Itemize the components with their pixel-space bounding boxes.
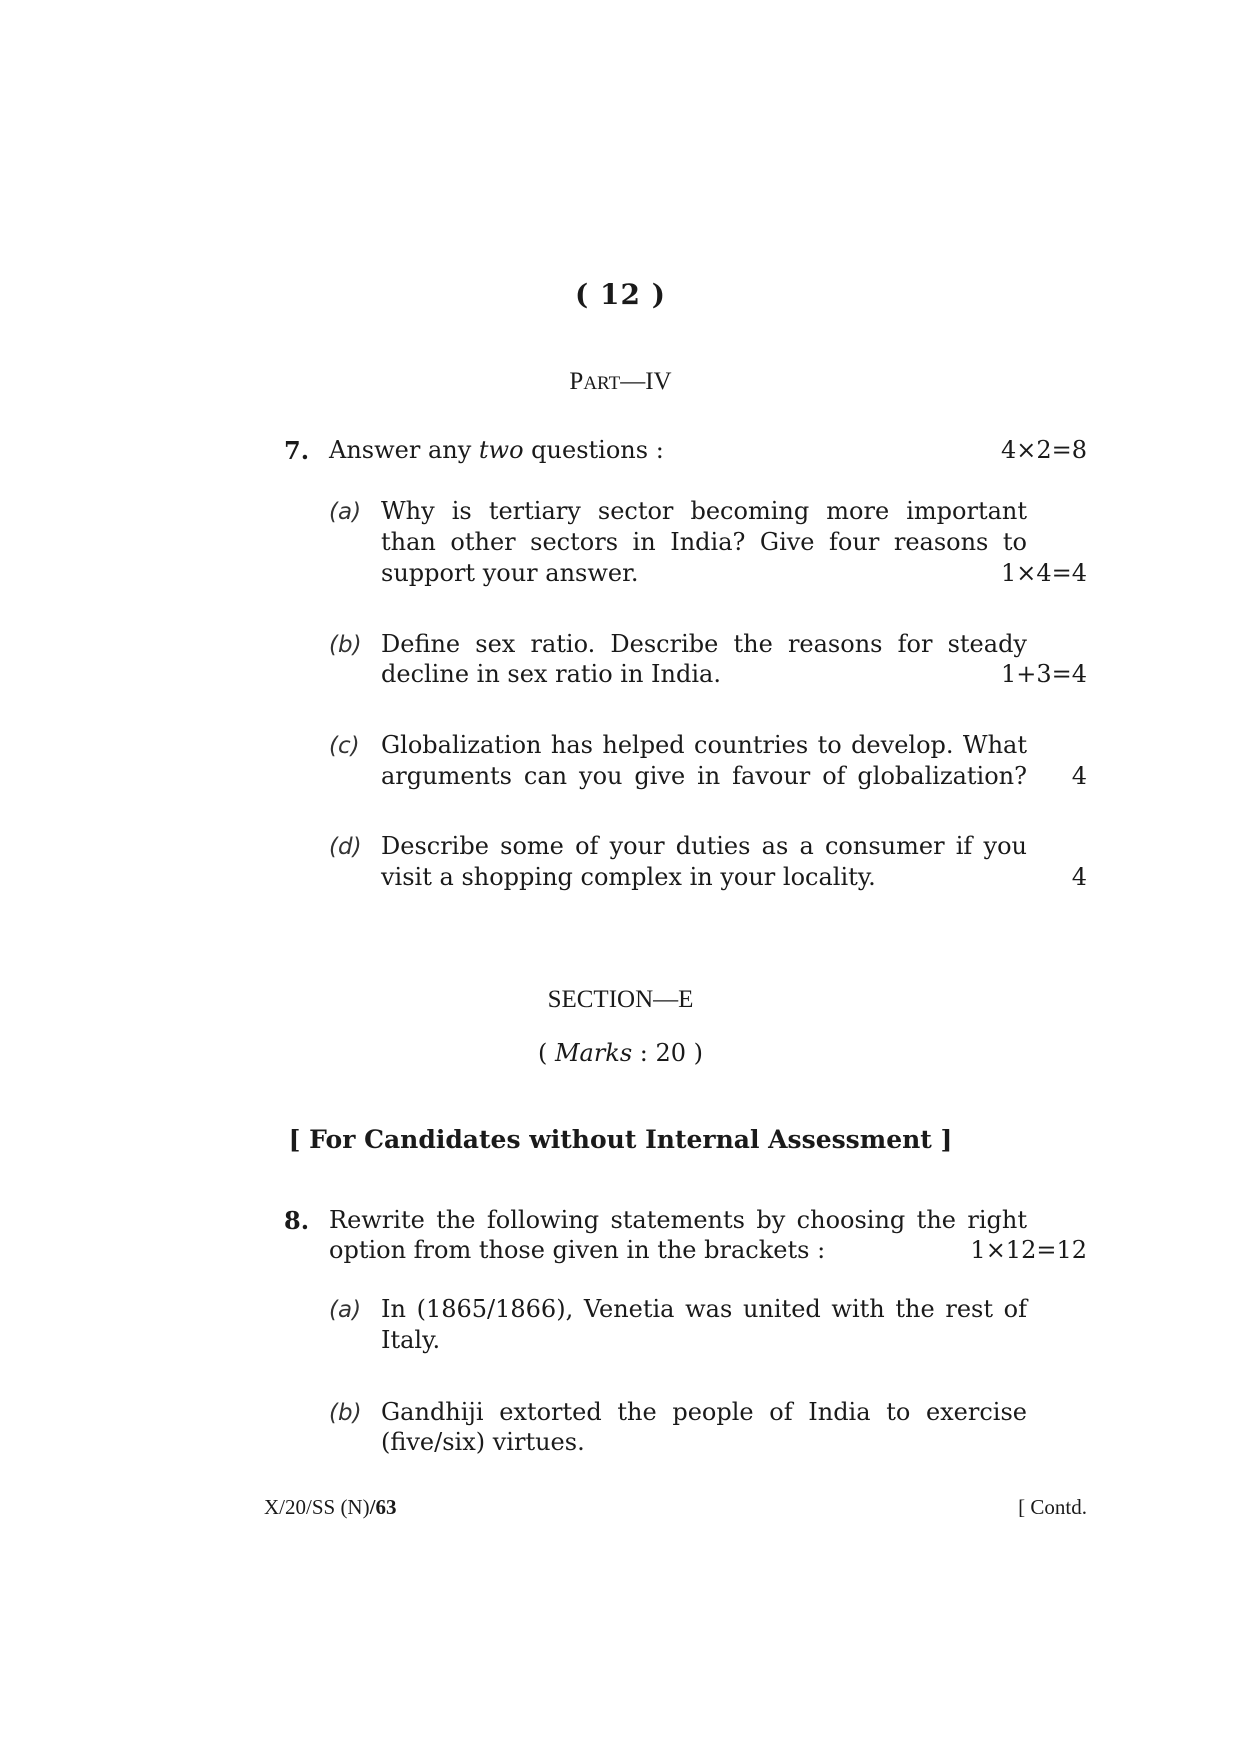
q8-marks: 1×12=12 — [970, 1236, 1087, 1264]
q7-marks: 4×2=8 — [1000, 436, 1087, 464]
page-number: ( 12 ) — [575, 278, 666, 311]
q7a-line1: Why is tertiary sector becoming more important — [381, 497, 1027, 525]
q7-post: questions : — [523, 436, 664, 464]
q7-instruction — [329, 435, 664, 466]
section-marks-label: Marks — [554, 1039, 633, 1067]
part-heading — [0, 368, 1241, 396]
section-marks-rest: : 20 ) — [632, 1039, 704, 1067]
q8-line2: option from those given in the brackets : — [329, 1236, 826, 1264]
section-marks-open: ( — [537, 1039, 555, 1067]
q7b-marks: 1+3=4 — [1000, 660, 1087, 688]
q8a-letter: (a) — [329, 1297, 362, 1323]
q7b-line2: decline in sex ratio in India. — [381, 660, 721, 688]
q7a-marks: 1×4=4 — [1000, 559, 1087, 587]
candidates-note: [ For Candidates without Internal Assessment ] — [288, 1125, 953, 1154]
paper-code-bold: /63 — [369, 1495, 397, 1519]
q7-pre: Answer any — [329, 436, 479, 464]
paper-code — [264, 1495, 396, 1520]
q8b-line2: (five/six) virtues. — [381, 1428, 585, 1456]
paper-code-text: X/20/SS (N) — [264, 1495, 370, 1519]
section-marks — [0, 1038, 1241, 1069]
q7d-line2: visit a shopping complex in your locality. — [381, 863, 876, 891]
q8a-line2: Italy. — [381, 1326, 441, 1354]
q7a-line2: than other sectors in India? Give four reasons to — [381, 528, 1027, 556]
part-small: ART — [583, 373, 621, 394]
q7b-line1: Define sex ratio. Describe the reasons for steady — [381, 630, 1027, 658]
q7c-letter: (c) — [329, 733, 360, 759]
part-prefix: P — [569, 368, 584, 395]
q7a-letter: (a) — [329, 499, 362, 525]
q7c-marks: 4 — [1071, 762, 1087, 790]
q8b-letter: (b) — [329, 1400, 362, 1426]
q7-number: 7. — [284, 436, 310, 465]
q8-line1: Rewrite the following statements by choosing the right — [329, 1206, 1027, 1234]
q8-number: 8. — [284, 1206, 310, 1235]
contd-label: [ Contd. — [1018, 1495, 1087, 1519]
q7-em: two — [478, 436, 524, 464]
q7d-line1: Describe some of your duties as a consumer if you — [381, 832, 1027, 860]
q7c-line2: arguments can you give in favour of globalization? — [381, 762, 1027, 790]
part-suffix: —IV — [620, 368, 672, 395]
q7a-line3: support your answer. — [381, 559, 639, 587]
section-title: SECTION—E — [547, 986, 694, 1013]
q7d-marks: 4 — [1071, 863, 1087, 891]
q8b-line1: Gandhiji extorted the people of India to exercise — [381, 1398, 1027, 1426]
q7d-letter: (d) — [329, 834, 362, 860]
q7c-line1: Globalization has helped countries to develop. What — [381, 731, 1027, 759]
q8a-line1: In (1865/1866), Venetia was united with the rest of — [381, 1295, 1027, 1323]
q7b-letter: (b) — [329, 632, 362, 658]
